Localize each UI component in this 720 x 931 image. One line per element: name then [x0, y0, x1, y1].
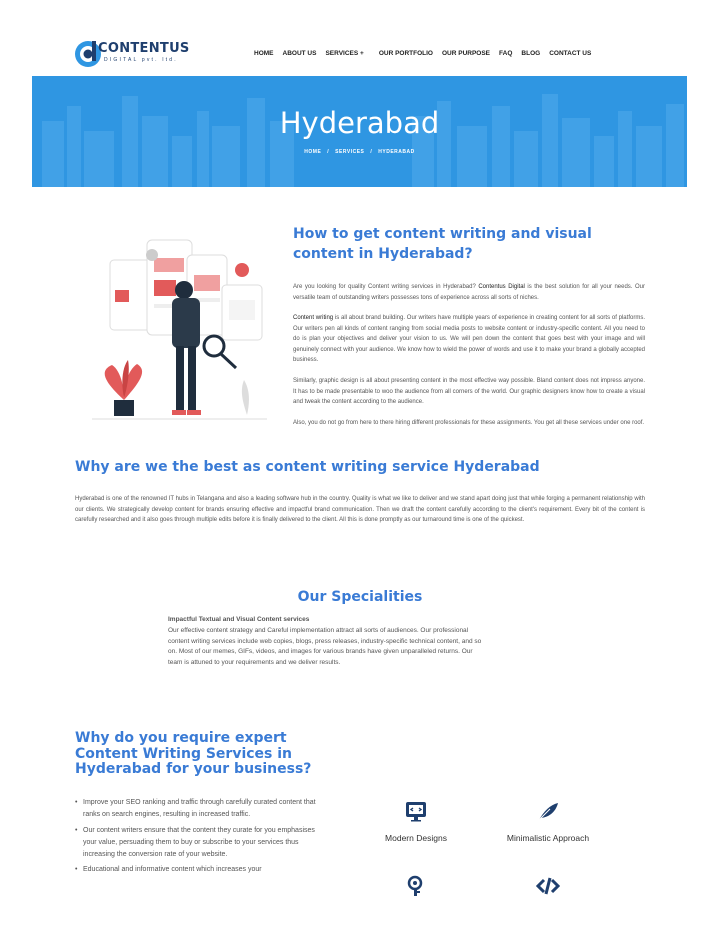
brand-link[interactable]: Contentus Digital [478, 284, 525, 290]
list-item: • Improve your SEO ranking and traffic through carefully curated content that ranks on search engines, resulting in increased traffic. [75, 797, 320, 822]
logo-text[interactable]: CONTENTUS [98, 41, 190, 56]
section-heading-why-require: Why do you require expert Content Writing Services in Hyderabad for your business? [75, 730, 312, 777]
paragraph-graphic-design: Similarly, graphic design is all about presenting content in the most effective way possible. Bland content does not impress anyone. It has to be made presentable to woo the audience from all corners of the world. Our graphic designers know how to create a visual and tweak the content according to the audience. [293, 378, 645, 406]
logo-subtext: DIGITAL pvt. ltd. [104, 57, 178, 63]
paragraph-text: is the best solution for all your needs. Our versatile team of outstanding writers possesses tons of experience across all sorts of niches. [293, 284, 645, 301]
quill-feather-icon [536, 799, 560, 823]
speciality-heading: Impactful Textual and Visual Content services [168, 616, 310, 623]
paragraph-one-roof: Also, you do not go from here to there hiring different professionals for these assignments. You get all these services under one roof. [293, 420, 645, 426]
nav-blog[interactable]: BLOG [521, 50, 541, 57]
paragraph-text: Are you looking for quality Content writing services in Hyderabad? [293, 284, 479, 290]
breadcrumb-home[interactable]: HOME [304, 149, 322, 155]
breadcrumb-separator: / [327, 149, 330, 155]
nav-our-purpose[interactable]: OUR PURPOSE [441, 50, 491, 57]
content-illustration-image [92, 230, 267, 425]
breadcrumb [32, 149, 687, 155]
breadcrumb-services[interactable]: SERVICES [335, 149, 365, 155]
content-writing-link[interactable]: Content writing [293, 315, 334, 321]
design-monitor-icon [404, 799, 428, 823]
breadcrumb-current: HYDERABAD [378, 149, 415, 155]
list-item: • Our content writers ensure that the content they curate for you emphasises your value, persuading them to buy or subscribe to your services thus increasing the conversion rate of your website. [75, 825, 320, 862]
list-item: • Educational and informative content which increases your [75, 864, 320, 876]
page-title: Hyderabad [279, 106, 440, 140]
nav-home[interactable]: HOME [254, 50, 274, 57]
site-header [0, 0, 720, 76]
speciality-description: Our effective content strategy and Careful implementation attract all sorts of audiences. Our professional content writing services include web copies, blogs, press releases, industry-specific technical content, and so on. Most of our memes, GIFs, videos, and images for various brands have given unparalleled returns. Our team is attuned to your requirements and we deliver results. [168, 627, 482, 666]
section-heading-how-to: How to get content writing and visual content in Hyderabad? [293, 226, 592, 262]
feature-minimalistic-approach: Minimalistic Approach [506, 833, 590, 843]
paragraph-why-best: Hyderabad is one of the renowned IT hubs in Telangana and also a leading software hub in the country. Quality is what we like to deliver and we stand apart doing just that while forging a permanent relationship with our clients. We strategically develop content for brands ensuring effective and impactful brand communication. Then we draft the content carefully according to the client's requirement. Every bit of the content is carefully researched and it also goes through multiple edits before it is finally delivered to the client. All this is done promptly as our turnaround time is one of the quickest. [75, 496, 645, 524]
hero-banner [32, 76, 687, 187]
nav-services[interactable]: SERVICES + [325, 50, 364, 57]
paragraph-content-writing [293, 313, 645, 366]
nav-about-us[interactable]: ABOUT US [282, 50, 317, 57]
main-nav [254, 50, 600, 57]
paragraph-intro [293, 282, 645, 303]
search-key-icon [404, 874, 428, 898]
benefits-list [75, 797, 320, 880]
breadcrumb-separator: / [370, 149, 373, 155]
nav-faq[interactable]: FAQ [499, 50, 513, 57]
section-heading-specialities: Our Specialities [297, 589, 423, 605]
nav-our-portfolio[interactable]: OUR PORTFOLIO [378, 50, 433, 57]
feature-modern-designs: Modern Designs [385, 833, 447, 843]
nav-contact-us[interactable]: CONTACT US [549, 50, 592, 57]
section-heading-why-best: Why are we the best as content writing service Hyderabad [75, 459, 540, 475]
paragraph-text: is all about brand building. Our writers have multiple years of experience in creating content for all sorts of platforms. Our writers pen all kinds of content ranging from social media posts to website content or industry-specific content. All you need to do is plan your objectives and deliver your vision to us. We will pen down the content that goes best with your image and will genuinely connect with your audience. We know how to wield the power of words and use it to make your brand a globally accepted business. [293, 315, 645, 364]
code-slash-icon [536, 874, 560, 898]
